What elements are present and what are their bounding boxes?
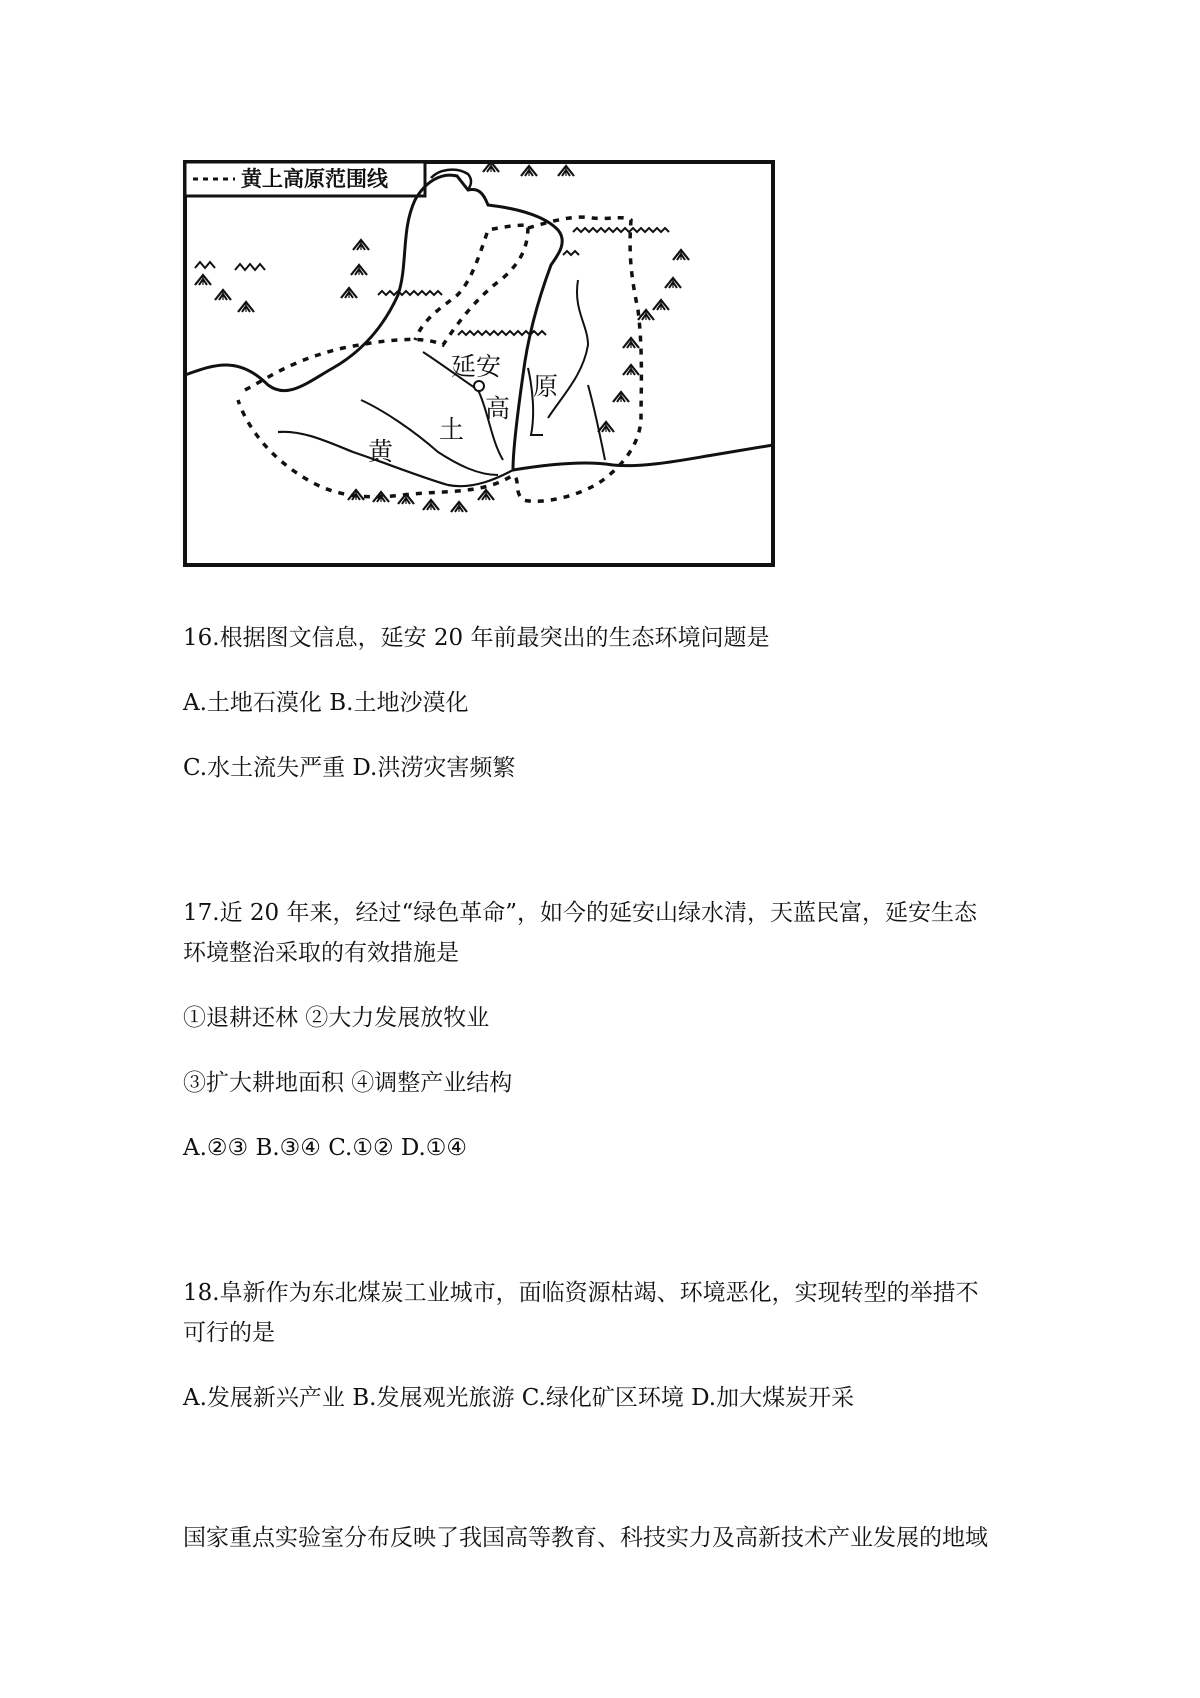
yanan-city-marker-icon [474, 381, 484, 391]
question-16-stem: 16.根据图文信息，延安 20 年前最突出的生态环境问题是 [183, 625, 770, 651]
legend-label: 黄上高原范围线 [241, 167, 388, 191]
question-17-statements-1: ①退耕还林 ②大力发展放牧业 [183, 1005, 490, 1031]
question-17-statements-2: ③扩大耕地面积 ④调整产业结构 [183, 1070, 513, 1096]
question-17-stem-line-1: 17.近 20 年来，经过“绿色革命”，如今的延安山绿水清，天蓝民富，延安生态 [183, 900, 977, 926]
question-18-stem-line-2: 可行的是 [183, 1320, 275, 1346]
question-17-stem-line-2: 环境整治采取的有效措施是 [183, 940, 459, 966]
question-16-options-ab: A.土地石漠化 B.土地沙漠化 [183, 690, 469, 716]
label-tu: 土 [439, 415, 465, 444]
loess-plateau-map [183, 160, 775, 567]
question-16-options-cd: C.水土流失严重 D.洪涝灾害频繁 [183, 755, 516, 781]
label-yanan: 延安 [451, 352, 502, 381]
question-17-options: A.②③ B.③④ C.①② D.①④ [183, 1135, 468, 1161]
passage-text: 国家重点实验室分布反映了我国高等教育、科技实力及高新技术产业发展的地域 [183, 1525, 988, 1551]
question-18-options: A.发展新兴产业 B.发展观光旅游 C.绿化矿区环境 D.加大煤炭开采 [183, 1385, 855, 1411]
label-gao: 高 [485, 394, 511, 423]
label-yuan: 原 [533, 372, 559, 401]
label-huang: 黄 [368, 437, 394, 466]
map-legend [185, 162, 425, 196]
question-18-stem-line-1: 18.阜新作为东北煤炭工业城市，面临资源枯竭、环境恶化，实现转型的举措不 [183, 1280, 979, 1306]
